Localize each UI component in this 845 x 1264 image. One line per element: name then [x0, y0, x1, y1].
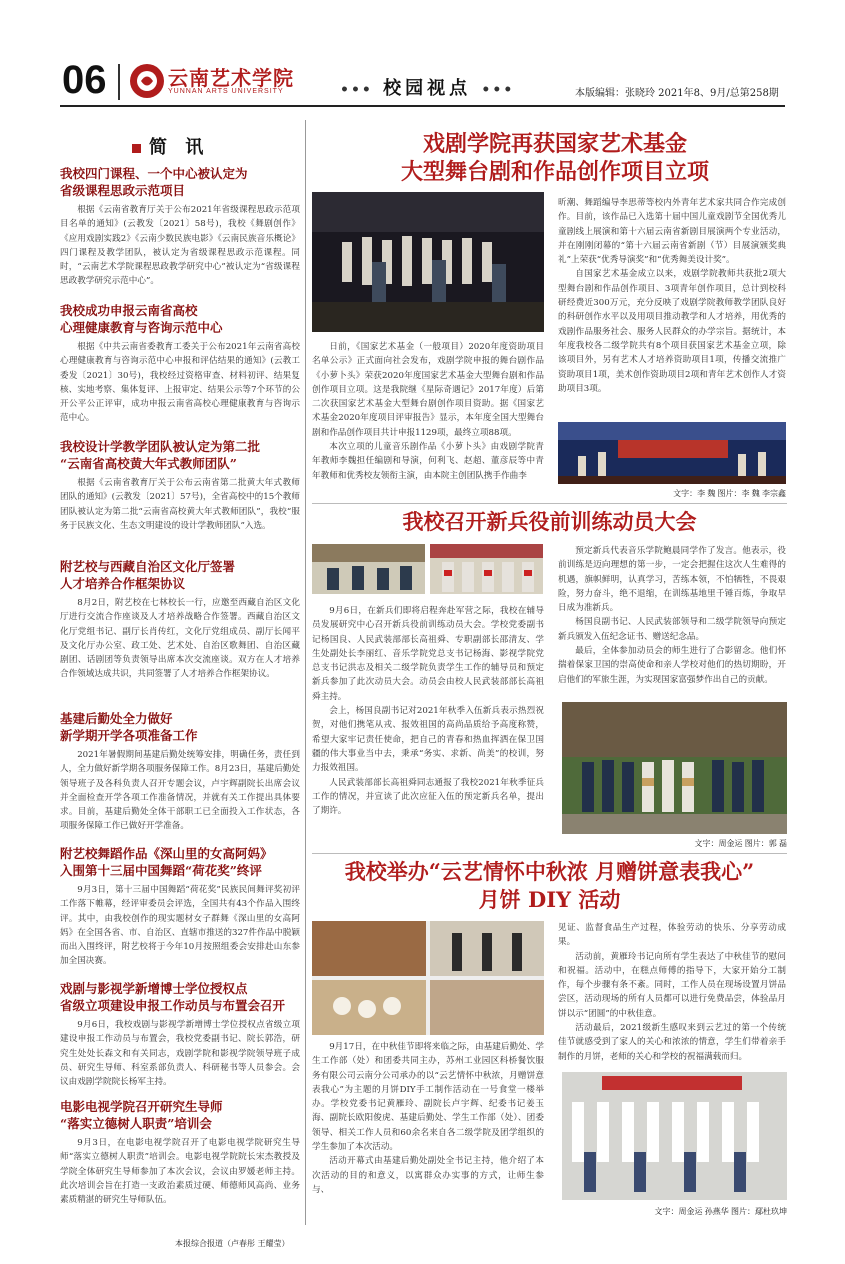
article1-text-left: 日前，《国家艺术基金（一般项目）2020年度资助项目名单公示》正式面向社会发布，戏剧学院申报的舞台剧作品《小萝卜头》荣获2020年度国家艺术基金大型舞台剧和作品创作项目立项。这是我院继《星际奇遇记》2017年度）后第二次获国家艺术基金大型舞台剧创作项目资助。据《国家艺术基金2020年度项目评审报告》显示，本年度全国大型舞台剧和作品创作项目共计申报1129项，最终立项88项。 本次立项的儿童音乐剧作品《小萝卜头》由戏剧学院青年教师李魏担任编剧和导演，何利飞、赵超、董彦辰等中青年教师和优秀校友领衔主演，由本院主创团队携手作曲李	[312, 342, 544, 481]
brief-text: 根据《云南省教育厅关于公布云南省第二批黄大年式教师团队的通知》(云教发〔2021〕57号)，全省高校中的15个教师团队被认定为第二批“云南省高校黄大年式教师团队”，我校“服务于民族文化、生态文明建设的设计学教师团队”入选。	[60, 478, 300, 531]
mobilization-meeting-photo-1	[312, 544, 425, 594]
brief-text: 9月3日，第十三届中国舞蹈“荷花奖”民族民间舞评奖初评工作落下帷幕，经评审委员会评选，全国共有43个作品入围终评。其中，由我校创作的现实题材女子群舞《深山里的女高阿妈》在全国各省、市、自治区、直辖市推送的327件作品中脱颖而出入围终评，附艺校将于今年10月按照组委会安排赴山东参加全国决赛。	[60, 885, 300, 967]
article-divider	[312, 503, 787, 504]
article3-text-left: 9月17日，在中秋佳节即将来临之际，由基建后勤处、学生工作部（处）和团委共同主办，苏州工业园区科桥餐饮服务有限公司云南分公司承办的以“云艺情怀中秋浓，月赠饼意表我心”为主题的月饼DIY手工制作活动在一号食堂一楼举办。学校党委书记黄雁玲、副院长卢宇辉、纪委书记姜玉海、副院长欧阳俊虎、基建后勤处、学生工作部（处）、团委领导、相关工作人员和60余名来自各二级学院及团学组织的学生参加了本次活动。 活动开幕式由基建后勤处副处全书记主持，他介绍了本次活动的目的和意义，以寓群众办实事的方式，让师生参与、	[312, 1042, 544, 1195]
brief-item-8	[60, 1098, 300, 1207]
section-title	[340, 74, 514, 100]
section-dots-right: •••	[481, 82, 515, 98]
brief-text: 8月2日，附艺校在七林校长一行，应邀至西藏自治区文化厅进行交流合作座谈及人才培养战略合作签署。西藏自治区文化厅党组书记、副厅长肖传红，文化厅党组成员、副厅长闻平及文化厅办公室、政工处、艺术处、自治区歌舞团、自治区藏剧团、话剧团等负责领导出席本次交流座谈。双方在人才培养合作领域达成共识，共同签署了人才培养合作框架协议。	[60, 598, 300, 680]
brief-title: 基建后勤处全力做好 新学期开学各项准备工作	[60, 711, 198, 743]
article1-text-right: 昕潮、舞蹈编导李思蒂等校内外青年艺术家共同合作完成创作。目前，该作品已入选第十届中国儿童戏剧节全国优秀儿童剧线上展演和第十六届云南省新剧目展演两个专业活动，并在刚刚闭幕的“第十六届云南省新剧（节）目展演颁奖典礼”上荣获“优秀导演奖”和“优秀舞美设计奖”。 自国家艺术基金成立以来，戏剧学院教师共获批2项大型舞台剧和作品创作项目、3项青年创作项目，总计到校科研经费近300万元，充分反映了戏剧学院教师教学团队良好的科研创作水平以及用项目推动教学和人才培养，用优秀的戏剧作品服务社会、服务人民群众的办学宗旨。据统计，本年度我校各二级学院共有8个项目获国家艺术基金立项，除该项目外，另有艺术人才培养资助项目1项，传播交流推广资助项目1项，美术创作资助项目2项和青年艺术创作人才资助项目3项。	[558, 198, 786, 394]
brief-title: 电影电视学院召开研究生导师 “落实立德树人职责”培训会	[60, 1099, 223, 1131]
article3-text-right: 见证、监督食品生产过程，体验劳动的快乐、分享劳动成果。 活动前，黄雁玲书记向所有学生表达了中秋佳节的慰问和祝福。活动中，在糕点师傅的指导下，大家开始分工制作，每个步骤有条不紊。同时，工作人员在现场设置月饼品尝区，活动现场的所有人员都可以进行免费品尝，体验品月饼以示“团圆”的中秋佳意。 活动最后，2021级新生感叹来到云艺过的第一个传统佳节就感受到了家人的关心和浓浓的情意，学生们带着亲手制作的月饼，老师的关心和学校的祝福满载而归。	[558, 923, 786, 1062]
header-divider	[118, 64, 120, 100]
brief-item-3	[60, 438, 300, 533]
article1-caption: 文字：李 魏 图片：李 魏 李宗鑫	[673, 489, 786, 498]
page-number: 06	[62, 58, 107, 102]
mooncake-group-photo	[562, 1072, 787, 1200]
brief-title: 戏剧与影视学新增博士学位授权点 省级立项建设申报工作动员与布置会召开	[60, 981, 286, 1013]
mooncake-activity-collage	[312, 921, 544, 1035]
section-label: 校园视点	[383, 78, 472, 99]
brief-text: 9月6日，我校戏剧与影视学新增博士学位授权点省级立项建设申报工作动员与布置会，我校党委副书记、院长郭浩，研究生处处长森文和有关同志，戏剧学院和影视学院领导班子成员、研究生导师、科室系部负责人、科研秘书等人员参会。会议由戏剧学院院长杨军主持。	[60, 1020, 300, 1088]
issue-meta: 本版编辑：张晓玲 2021年8、9月/总第258期	[575, 88, 779, 99]
brief-credit: 本报综合报道（卢春彤 王耀莹）	[175, 1239, 290, 1248]
brief-text: 9月3日，在电影电视学院召开了电影电视学院研究生导师“落实立德树人职责”培训会。电影电视学院院长宋杰教授及学院全体研究生导师参加了本次会议，会议由罗媛老师主持。此次培训会旨在打造一支政治素质过硬、师德师风高尚、业务素质精湛的研究生导师队伍。	[60, 1138, 300, 1206]
article1-title: 戏剧学院再获国家艺术基金 大型舞台剧和作品创作项目立项	[400, 131, 709, 185]
brief-item-6	[60, 845, 300, 969]
stage-performance-photo	[312, 192, 544, 332]
brief-title: 我校成功申报云南省高校 心理健康教育与咨询示范中心	[60, 303, 223, 335]
brief-title: 我校设计学教学团队被认定为第二批 “云南省高校黄大年式教师团队”	[60, 439, 261, 471]
group-photo-new-recruits	[562, 702, 787, 834]
section-dots-left: •••	[340, 82, 373, 98]
brief-item-5	[60, 710, 300, 834]
brief-item-4	[60, 558, 300, 682]
header-rule	[60, 105, 785, 107]
article2-title: 我校召开新兵役前训练动员大会	[402, 509, 697, 534]
brief-text: 2021年暑假期间基建后勤处统筹安排，明确任务，责任到人，全力做好新学期各项服务保障工作。8月23日，基建后勤处领导班子及各科负责人召开专题会议，卢宇辉副院长出席会议并全面检查开学各项工作准备情况，并就有关工作提出具体要求。目前，基建后勤处全体干部职工已全面投入工作状态，各项服务保障工作已做好开学准备。	[60, 750, 300, 832]
brief-item-2	[60, 302, 300, 426]
article3-title: 我校举办“云艺情怀中秋浓 月赠饼意表我心” 月饼 DIY 活动	[344, 859, 755, 912]
brief-text: 根据《云南省教育厅关于公布2021年省级课程思政示范项目名单的通知》(云教发〔2021〕58号)，我校《舞剧创作》《应用戏剧实践2》《云南少数民族电影》《云南民族音乐概论》四门课程及教学团队，被认定为省级课程思政示范课程。同时，“云南艺术学院课程思政教学研究中心”被认定为“省级课程思政教学研究示范中心”。	[60, 205, 300, 287]
university-name-en: YUNNAN ARTS UNIVERSITY	[168, 88, 284, 95]
university-name: 云南艺术学院	[168, 68, 294, 90]
article2-text-right: 预定新兵代表音乐学院鲍晨同学作了发言。他表示，役前训练是迈向理想的第一步，一定会把握住这次人生难得的机遇，旗帜鲜明，认真学习，苦练本领，不怕牺牲，不畏艰险，努力奋斗，绝不退缩，在训练基地里千锤百炼，争取早日成为准新兵。 杨国良副书记、人民武装部领导和二级学院领导向预定新兵颁发入伍纪念证书、赠送纪念品。 最后，全体参加动员会的师生进行了合影留念。他们怀揣着保家卫国的崇高使命和亲人学校对他们的热切期盼，开启他们的军旅生涯，为实现国家富强梦作出自己的贡献。	[558, 546, 786, 685]
article2-caption: 文字：周金运 图片：郭 磊	[694, 839, 787, 848]
brief-heading: 简 讯	[132, 133, 209, 159]
article3-caption: 文字：周金运 孙燕华 图片：鄢杜玖坤	[654, 1207, 787, 1216]
brief-title: 附艺校与西藏自治区文化厅签署 人才培养合作框架协议	[60, 559, 236, 591]
brief-title: 附艺校舞蹈作品《深山里的女高阿妈》 入围第十三届中国舞蹈“荷花奖”终评	[60, 846, 273, 878]
article2-text-left: 9月6日，在新兵们即将启程奔赴军营之际，我校在辅导员发展研究中心召开新兵役前训练动员大会。学校党委副书记杨国良、人民武装部部长高祖舜、专职副部长邵清友、学生处副处长李丽红、音乐学院党总支书记杨海、影视学院党总支书记洪志及相关二级学院负责学生工作的辅导员和预定新兵参加了此次动员大会。动员会由校人民武装部部长高祖舜主持。 会上，杨国良副书记对2021年秋季入伍新兵表示热烈祝贺，对他们携笔从戎、报效祖国的高尚品质给予高度称赞，希望大家牢记责任使命，把自己的青春和热血挥洒在保卫国疆的伟大事业当中去，秉承“务实、求新、尚美”的校训，努力报效祖国。 人民武装部部长高祖舜同志通报了我校2021年秋季征兵工作的情况，并宣读了此次应征入伍的预定新兵名单，提出了期许。	[312, 606, 544, 817]
brief-title: 我校四门课程、一个中心被认定为 省级课程思政示范项目	[60, 166, 248, 198]
brief-text: 根据《中共云南省委教育工委关于公布2021年云南省高校心理健康教育与咨询示范中心申报和评估结果的通知》(云教工委发〔2021〕30号)，我校经过资格审查、材料初评、结果复核、实地考察、集体复评、上报审定、结果公示等7个环节的公开公平公正评审，成功申报云南省高校心理健康教育与咨询示范中心。	[60, 342, 300, 424]
column-divider	[305, 120, 306, 1225]
article-divider	[312, 853, 787, 854]
brief-item-7	[60, 980, 300, 1089]
university-logo-icon	[130, 64, 164, 98]
mobilization-meeting-photo-2	[430, 544, 543, 594]
award-ceremony-photo	[558, 422, 786, 484]
square-bullet-icon	[132, 144, 141, 153]
brief-item-1	[60, 165, 300, 289]
